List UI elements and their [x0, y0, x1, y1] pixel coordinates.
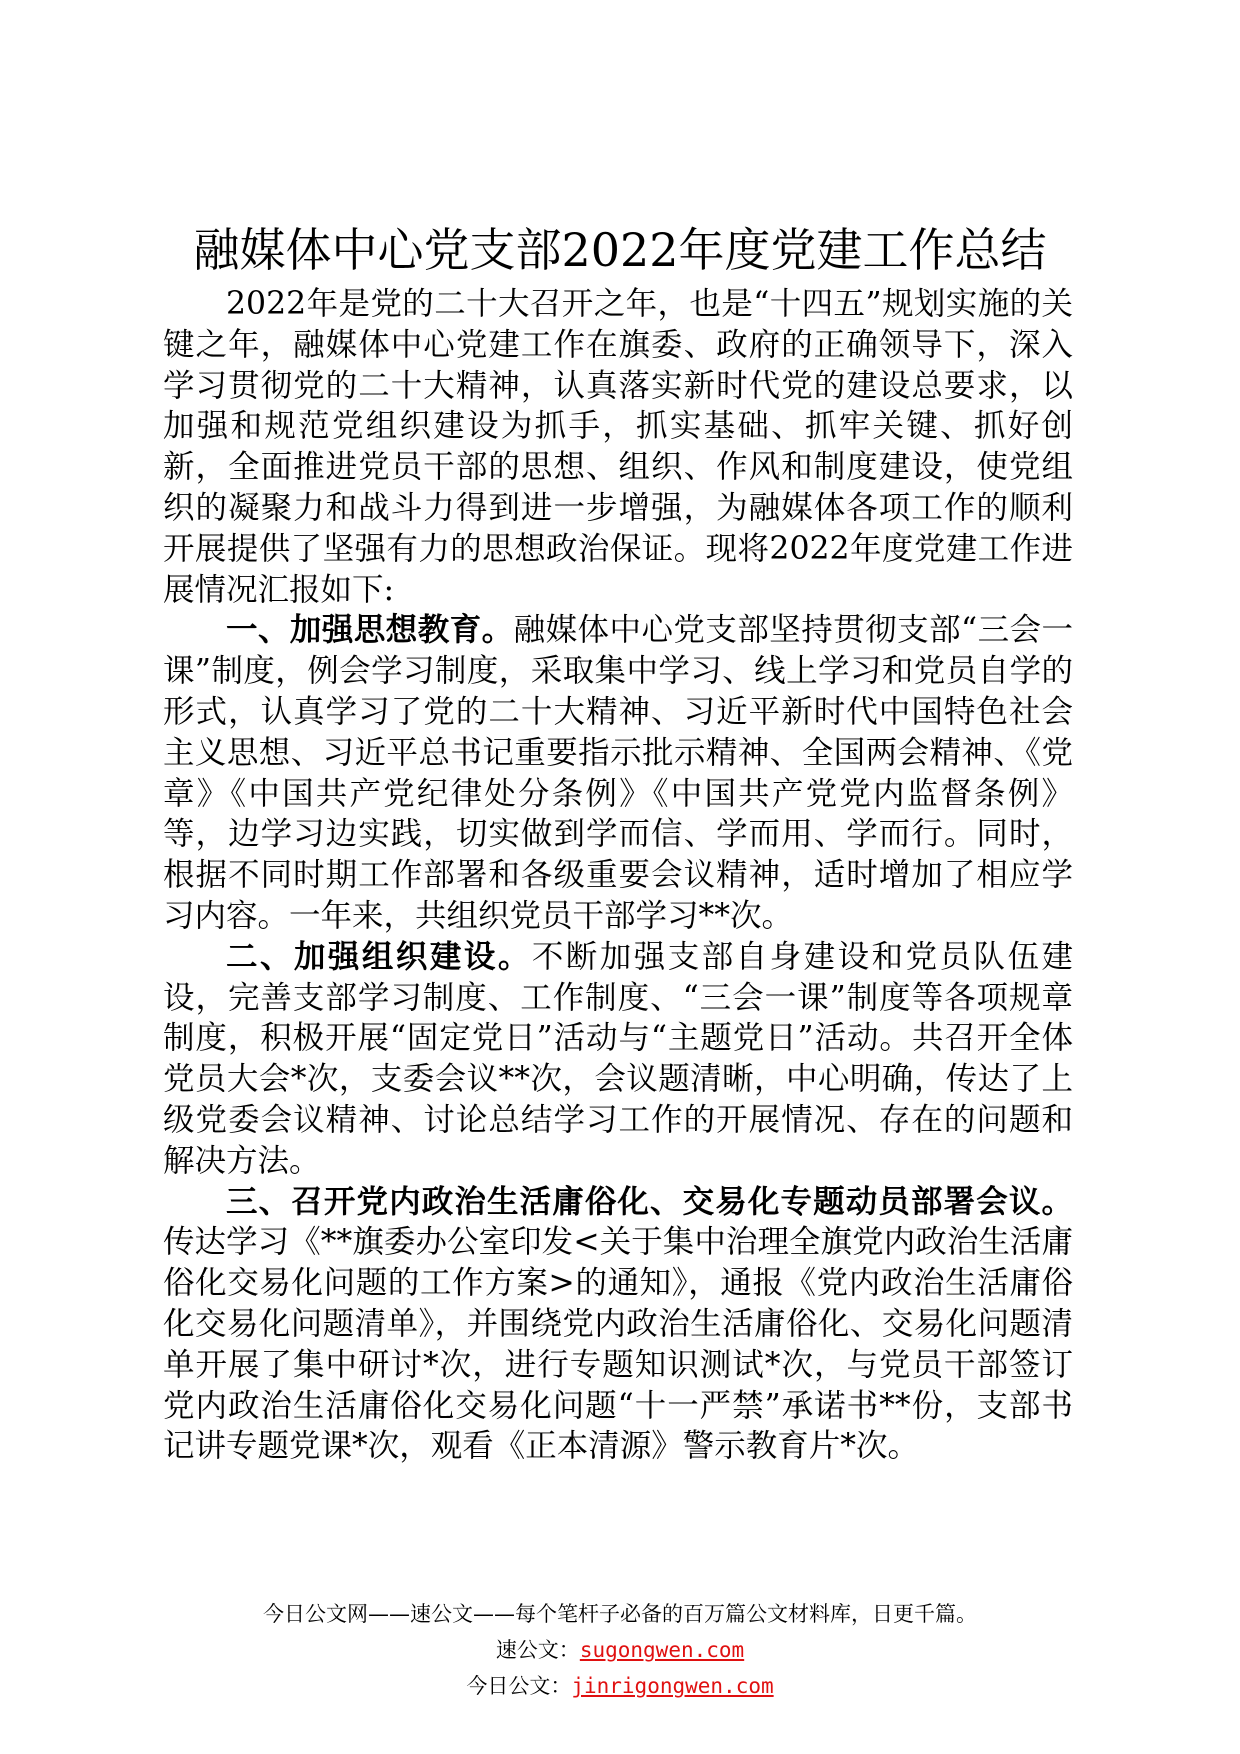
footer-line-2 [0, 1668, 1240, 1704]
section-paragraph-2 [163, 937, 1073, 1182]
intro-paragraph: 2022年是党的二十大召开之年，也是“十四五”规划实施的关键之年，融媒体中心党建工作在旗委、政府的正确领导下，深入学习贯彻党的二十大精神，认真落实新时代党的建设总要求，以加强和规范党组织建设为抓手，抓实基础、抓牢关键、抓好创新，全面推进党员干部的思想、组织、作风和制度建设，使党组织的凝聚力和战斗力得到进一步增强，为融媒体各项工作的顺利开展提供了坚强有力的思想政治保证。现将2022年度党建工作进展情况汇报如下: [163, 286, 1073, 608]
footer-label: 速公文： [495, 1638, 580, 1662]
footer-slogan: 今日公文网——速公文——每个笔杆子必备的百万篇公文材料库，日更千篇。 [263, 1602, 977, 1626]
jinrigongwen-link[interactable]: jinrigongwen.com [571, 1674, 774, 1698]
footer-label: 今日公文： [466, 1674, 572, 1698]
section-text: 融媒体中心党支部坚持贯彻支部“三会一课”制度，例会学习制度，采取集中学习、线上学习和党员自学的形式，认真学习了党的二十大精神、习近平新时代中国特色社会主义思想、习近平总书记重要指示批示精神、全国两会精神、《党章》《中国共产党纪律处分条例》《中国共产党党内监督条例》等，边学习边实践，切实做到学而信、学而用、学而行。同时，根据不同时期工作部署和各级重要会议精神，适时增加了相应学习内容。一年来，共组织党员干部学习**次。 [163, 612, 1073, 934]
section-heading: 三、召开党内政治生活庸俗化、交易化专题动员部署会议。 [226, 1182, 1073, 1220]
section-text: 传达学习《**旗委办公室印发<关于集中治理全旗党内政治生活庸俗化交易化问题的工作方案>的通知》，通报《党内政治生活庸俗化交易化问题清单》，并围绕党内政治生活庸俗化、交易化问题清单开展了集中研讨*次，进行专题知识测试*次，与党员干部签订党内政治生活庸俗化交易化问题“十一严禁”承诺书**份，支部书记讲专题党课*次，观看《正本清源》警示教育片*次。 [163, 1224, 1073, 1465]
section-paragraph-3 [163, 1182, 1073, 1468]
section-text: 不断加强支部自身建设和党员队伍建设，完善支部学习制度、工作制度、“三会一课”制度等各项规章制度，积极开展“固定党日”活动与“主题党日”活动。共召开全体党员大会*次，支委会议**次，会议题清晰，中心明确，传达了上级党委会议精神、讨论总结学习工作的开展情况、存在的问题和解决方法。 [163, 938, 1073, 1179]
footer-line-1 [0, 1632, 1240, 1668]
document-body [163, 284, 1073, 1467]
section-heading: 一、加强思想教育。 [226, 611, 514, 649]
footer [0, 1596, 1240, 1704]
sugongwen-link[interactable]: sugongwen.com [579, 1638, 745, 1662]
section-heading: 二、加强组织建设。 [226, 937, 532, 975]
section-paragraph-1 [163, 610, 1073, 936]
document-title: 融媒体中心党支部2022年度党建工作总结 [193, 223, 1047, 277]
